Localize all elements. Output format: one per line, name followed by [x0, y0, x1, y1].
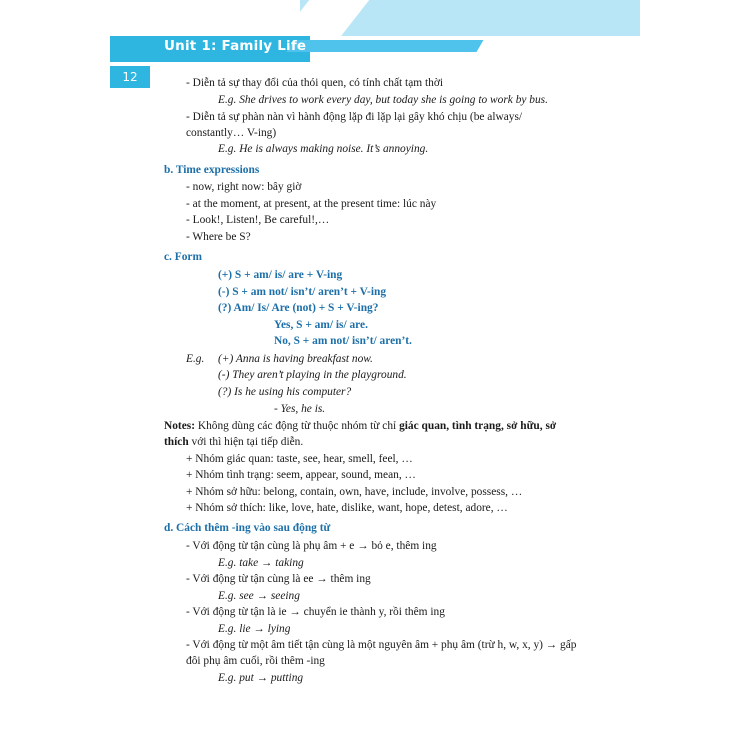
form-example: (+) Anna is having breakfast now. — [218, 353, 373, 365]
usage-example-1: E.g. She drives to work every day, but today she is going to work by bus. — [218, 94, 548, 106]
notes-line-1 — [164, 419, 556, 433]
usage-example-2: E.g. He is always making noise. It’s annoying. — [218, 143, 429, 155]
time-expression-item: - now, right now: bây giờ — [186, 181, 302, 193]
usage-line-2b: constantly… V-ing) — [186, 127, 277, 139]
form-eg-label: E.g. — [186, 353, 205, 365]
form-rule-yes: Yes, S + am/ is/ are. — [274, 319, 368, 331]
notes-text-b: với thì hiện tại tiếp diễn. — [188, 436, 304, 448]
ing-rule-2: - Với động từ tận cùng là ee → thêm ing — [186, 573, 371, 585]
notes-text-a: Không dùng các động từ thuộc nhóm từ chỉ — [195, 420, 400, 432]
unit-title: Unit 1: Family Life — [164, 38, 307, 54]
time-expression-item: - Look!, Listen!, Be careful!,… — [186, 214, 330, 226]
notes-item: + Nhóm sở hữu: belong, contain, own, have, include, involve, possess, … — [186, 486, 523, 498]
ing-example-4: E.g. put → putting — [218, 672, 304, 684]
form-example: (-) They aren’t playing in the playground. — [218, 369, 407, 381]
form-example: (?) Is he using his computer? — [218, 386, 352, 398]
notes-item: + Nhóm sở thích: like, love, hate, dislike, want, hope, detest, adore, … — [186, 502, 508, 514]
ing-rule-1: - Với động từ tận cùng là phụ âm + e → bỏ e, thêm ing — [186, 540, 437, 552]
form-rule-positive: (+) S + am/ is/ are + V-ing — [218, 269, 343, 281]
form-rule-question: (?) Am/ Is/ Are (not) + S + V-ing? — [218, 302, 379, 314]
usage-line-2a: - Diễn tả sự phàn nàn vì hành động lặp đi lặp lại gây khó chịu (be always/ — [186, 111, 523, 123]
notes-item: + Nhóm giác quan: taste, see, hear, smell, feel, … — [186, 453, 413, 465]
form-heading: c. Form — [164, 251, 202, 263]
ing-example-3: E.g. lie → lying — [218, 623, 291, 635]
form-rule-no: No, S + am not/ isn’t/ aren’t. — [274, 335, 412, 347]
header-band-stripe — [287, 40, 484, 52]
ing-rules-heading: d. Cách thêm -ing vào sau động từ — [164, 522, 331, 534]
time-expression-item: - at the moment, at present, at the present time: lúc này — [186, 198, 437, 210]
ing-example-2: E.g. see → seeing — [218, 590, 300, 602]
ing-rule-3: - Với động từ tận là ie → chuyển ie thành y, rồi thêm ing — [186, 606, 445, 618]
ing-rule-4b: đôi phụ âm cuối, rồi thêm -ing — [186, 655, 325, 667]
time-expression-item: - Where be S? — [186, 231, 251, 243]
form-example: - Yes, he is. — [274, 403, 326, 415]
usage-line-1: - Diễn tả sự thay đổi của thói quen, có tính chất tạm thời — [186, 77, 444, 89]
time-expressions-heading: b. Time expressions — [164, 164, 260, 176]
notes-line-2 — [164, 435, 303, 449]
form-rule-negative: (-) S + am not/ isn’t/ aren’t + V-ing — [218, 286, 387, 298]
notes-bold-a: giác quan, tình trạng, sở hữu, sở — [399, 420, 557, 432]
notes-item: + Nhóm tình trạng: seem, appear, sound, mean, … — [186, 469, 416, 481]
page-number: 12 — [110, 66, 150, 88]
notes-label: Notes: — [164, 420, 195, 432]
ing-example-1: E.g. take → taking — [218, 557, 304, 569]
ing-rule-4a: - Với động từ một âm tiết tận cùng là một nguyên âm + phụ âm (trừ h, w, x, y) → gấp — [186, 639, 577, 651]
notes-bold-b: thích — [164, 436, 189, 448]
